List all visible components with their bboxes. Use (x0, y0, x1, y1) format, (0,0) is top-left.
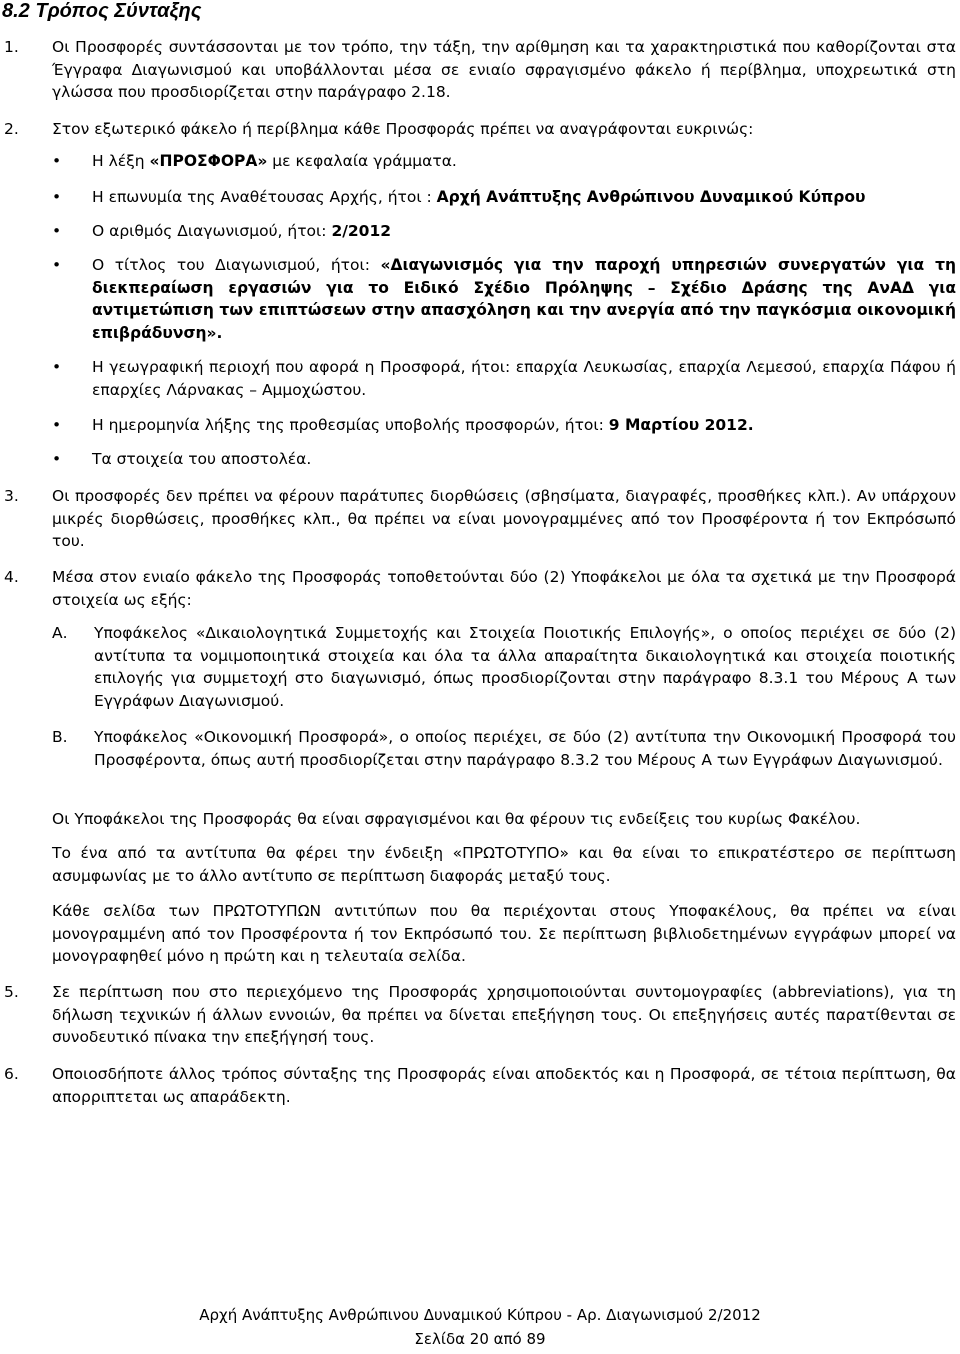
bullet-bold-text: 2/2012 (331, 222, 392, 240)
bullet-text: Ο αριθμός Διαγωνισμού, ήτοι: (92, 222, 332, 240)
item-number: 5. (4, 983, 19, 1001)
bullet-text: Η λέξη (92, 152, 150, 170)
footer-organization: Αρχή Ανάπτυξης Ανθρώπινου Δυναμικού Κύπρου - Αρ. Διαγωνισμού 2/2012 (199, 1306, 761, 1324)
bullet-text: με κεφαλαία γράμματα. (267, 152, 457, 170)
item-3-text: Οι προσφορές δεν πρέπει να φέρουν παράτυπες διορθώσεις (σβησίματα, διαγραφές, προσθήκες κλπ.). Αν υπάρχουν μικρές διορθώσεις, προσθήκες κλπ., θα πρέπει να είναι μονογραμμένες από τον Προσφέροντα ή τον Εκπρόσωπό του. (52, 487, 956, 550)
footer-page-number: Σελίδα 20 από 89 (414, 1330, 546, 1348)
bullet-item: Η γεωγραφική περιοχή που αφορά η Προσφορά, ήτοι: επαρχία Λευκωσίας, επαρχία Λεμεσού, επαρχία Πάφου ή επαρχίες Λάρνακας – Αμμοχώστου. (92, 358, 956, 399)
bullet-bold-text: Αρχή Ανάπτυξης Ανθρώπινου Δυναμικού Κύπρου (436, 188, 866, 206)
sub-item-b-text: Υποφάκελος «Οικονομική Προσφορά», ο οποίος περιέχει, σε δύο (2) αντίτυπα την Οικονομική Προσφορά του Προσφέροντα, όπως αυτή προσδιορίζεται στην παράγραφο 8.3.2 του Μέρους Α των Εγγράφων Διαγωνισμού. (94, 728, 956, 769)
item-number: 1. (4, 38, 19, 56)
bullet-dot: • (52, 152, 62, 170)
bullet-dot: • (52, 358, 62, 376)
bullet-text: Η ημερομηνία λήξης της προθεσμίας υποβολής προσφορών, ήτοι: (92, 416, 609, 434)
paragraph: Οι Υποφάκελοι της Προσφοράς θα είναι σφραγισμένοι και θα φέρουν τις ενδείξεις του κυρίως Φακέλου. (52, 810, 861, 828)
bullet-text: Ο τίτλος του Διαγωνισμού, ήτοι: (92, 256, 381, 274)
bullet-item (92, 186, 956, 209)
bullet-dot: • (52, 450, 62, 468)
bullet-bold-text: «Διαγωνισμός για την παροχή υπηρεσιών συνεργατών για τη διεκπεραίωση εργασιών για το Ειδικό Σχέδιο Πρόληψης – Σχέδιο Δράσης της ΑνΑΔ για αντιμετώπιση των επιπτώσεων στην απασχόληση και την ανεργία από την παγκόσμια οικονομική επιβράδυνση». (92, 256, 957, 342)
item-6-text: Οποιοσδήποτε άλλος τρόπος σύνταξης της Προσφοράς είναι αποδεκτός και η Προσφορά, σε τέτοια περίπτωση, θα απορριπτεται ως απαράδεκτη. (52, 1065, 956, 1106)
bullet-bold-text: «ΠΡΟΣΦΟΡΑ» (149, 152, 268, 170)
bullet-item (92, 414, 956, 437)
item-4-text: Μέσα στον ενιαίο φάκελο της Προσφοράς τοποθετούνται δύο (2) Υποφάκελοι με όλα τα σχετικά με την Προσφορά στοιχεία ως εξής: (52, 568, 956, 609)
sub-item-label: Α. (52, 624, 68, 642)
sub-item-a-text: Υποφάκελος «Δικαιολογητικά Συμμετοχής και Στοιχεία Ποιοτικής Επιλογής», ο οποίος περιέχει σε δύο (2) αντίτυπα τα νομιμοποιητικά στοιχεία και όλα τα άλλα απαραίτητα δικαιολογητικά και στοιχεία ποιοτικής επιλογής για συμμετοχή στο διαγωνισμό, όπως προσδιορίζονται στην παράγραφο 8.3.1 του Μέρους Α των Εγγράφων Διαγωνισμού. (94, 624, 956, 710)
bullet-item (92, 220, 956, 243)
item-2-text: Στον εξωτερικό φάκελο ή περίβλημα κάθε Προσφοράς πρέπει να αναγράφονται ευκρινώς: (52, 120, 754, 138)
item-number: 3. (4, 487, 19, 505)
bullet-dot: • (52, 188, 62, 206)
bullet-item (92, 254, 956, 344)
bullet-dot: • (52, 222, 62, 240)
item-number: 6. (4, 1065, 19, 1083)
item-1-text: Οι Προσφορές συντάσσονται με τον τρόπο, την τάξη, την αρίθμηση και τα χαρακτηριστικά που καθορίζονται στα Έγγραφα Διαγωνισμού και υποβάλλονται μέσα σε ενιαίο σφραγισμένο φάκελο ή περίβλημα, υποχρεωτικά στη γλώσσα που προσδιορίζεται στην παράγραφο 2.18. (52, 38, 956, 101)
bullet-dot: • (52, 416, 62, 434)
bullet-bold-text: 9 Μαρτίου 2012. (608, 416, 754, 434)
paragraph: Το ένα από τα αντίτυπα θα φέρει την ένδειξη «ΠΡΩΤΟΤΥΠΟ» και θα είναι το επικρατέστερο σε περίπτωση ασυμφωνίας με το άλλο αντίτυπο σε περίπτωση διαφοράς μεταξύ τους. (52, 844, 956, 885)
paragraph: Κάθε σελίδα των ΠΡΩΤΟΤΥΠΩΝ αντιτύπων που θα περιέχονται στους Υποφακέλους, θα πρέπει να είναι μονογραμμένη από τον Προσφέροντα ή τον Εκπρόσωπό του. Σε περίπτωση βιβλιοδετημένων εγγράφων μπορεί να μονογραφηθεί μόνο η πρώτη και η τελευταία σελίδα. (52, 902, 956, 965)
item-5-text: Σε περίπτωση που στο περιεχόμενο της Προσφοράς χρησιμοποιούνται συντομογραφίες (abbreviations), για τη δήλωση τεχνικών ή άλλων εννοιών, θα πρέπει να δίνεται επεξήγηση τους. Οι επεξηγήσεις αυτές παρατίθενται σε συνοδευτικό πίνακα την επεξήγησή τους. (52, 983, 956, 1046)
bullet-text: Η επωνυμία της Αναθέτουσας Αρχής, ήτοι : (92, 188, 437, 206)
item-number: 4. (4, 568, 19, 586)
bullet-dot: • (52, 256, 62, 274)
sub-item-label: Β. (52, 728, 68, 746)
section-title: 8.2 Τρόπος Σύνταξης (2, 0, 202, 22)
bullet-item: Τα στοιχεία του αποστολέα. (92, 450, 312, 468)
item-number: 2. (4, 120, 19, 138)
bullet-item (92, 150, 956, 173)
